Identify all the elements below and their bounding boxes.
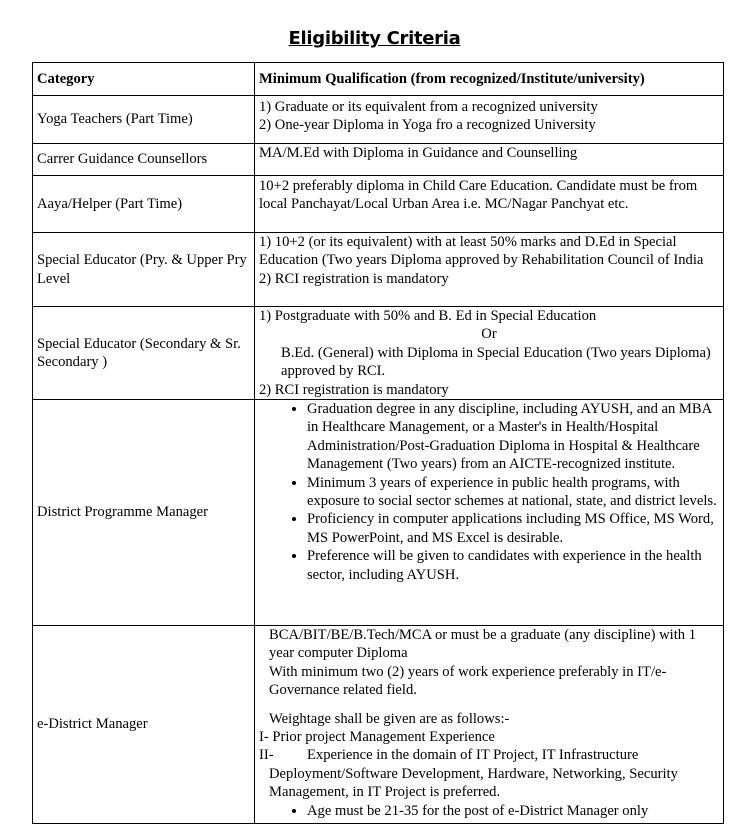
qualification-cell (255, 96, 724, 144)
list-item: • Preference will be given to candidates with experience in the health sector, including AYUSH. (307, 547, 719, 584)
item-text: Experience in the domain of IT Project, IT Infrastructure Deployment/Software Development, Hardware, Networking, Security Management, in IT Project is preferred. (269, 747, 678, 801)
qualification-cell (255, 307, 724, 400)
qualification-line: 2) RCI registration is mandatory (259, 270, 449, 287)
qualification-line: 1) Graduate or its equivalent from a recognized university (259, 99, 598, 115)
qualification-or: Or (481, 326, 497, 343)
qualification-cell (255, 176, 724, 233)
category-cell: Carrer Guidance Counsellors (33, 144, 255, 176)
qualification-line: 2) One-year Diploma in Yoga fro a recognized University (259, 117, 596, 134)
qualification-line: With minimum two (2) years of work experience preferably in IT/e-Governance related field. (269, 663, 667, 699)
qualification-line: I- Prior project Management Experience (259, 729, 495, 746)
qualification-cell (255, 400, 724, 626)
list-item: • Proficiency in computer applications including MS Office, MS Word, MS PowerPoint, and MS Excel is desirable. (307, 510, 719, 547)
qualification-cell (255, 144, 724, 176)
qualification-line: B.Ed. (General) with Diploma in Special Education (Two years Diploma) approved by RCI. (281, 344, 711, 380)
category-cell: District Programme Manager (33, 400, 255, 626)
header-category: Category (33, 63, 255, 96)
eligibility-table (32, 62, 724, 824)
header-qualification: Minimum Qualification (from recognized/Institute/university) (255, 63, 724, 96)
table-row (33, 626, 724, 824)
table-row (33, 400, 724, 626)
list-item: • Age must be 21-35 for the post of e-District Manager only (307, 802, 719, 820)
qualification-bullets (259, 802, 719, 820)
qualification-line: BCA/BIT/BE/B.Tech/MCA or must be a graduate (any discipline) with 1 year computer Diploma (269, 627, 696, 662)
qualification-line: Weightage shall be given are as follows:- (269, 710, 510, 727)
list-item: • Minimum 3 years of experience in public health programs, with exposure to social sector schemes at national, state, and district levels. (307, 474, 719, 511)
qualification-line: 1) 10+2 (or its equivalent) with at least 50% marks and D.Ed in Special Education (Two years Diploma approved by Rehabilitation Council of India (259, 234, 704, 269)
table-row (33, 96, 724, 144)
qualification-line (259, 746, 719, 801)
table-row (33, 144, 724, 176)
table-header-row (33, 63, 724, 96)
qualification-bullets (259, 400, 719, 584)
table-row (33, 176, 724, 233)
qualification-cell (255, 233, 724, 307)
qualification-cell (255, 626, 724, 824)
table-row (33, 307, 724, 400)
qualification-line: 1) Postgraduate with 50% and B. Ed in Special Education (259, 308, 597, 324)
category-cell: e-District Manager (33, 626, 255, 824)
table-row (33, 233, 724, 307)
qualification-line: 2) RCI registration is mandatory (259, 381, 449, 398)
category-cell: Special Educator (Secondary & Sr. Secondary ) (33, 307, 255, 400)
qualification-line: 10+2 preferably diploma in Child Care Education. Candidate must be from local Panchayat/Local Urban Area i.e. MC/Nagar Panchyat etc. (259, 178, 698, 213)
item-number: II- (259, 747, 274, 764)
page-title: Eligibility Criteria (288, 28, 461, 49)
category-cell: Yoga Teachers (Part Time) (33, 96, 255, 144)
category-cell: Special Educator (Pry. & Upper Pry Level (33, 233, 255, 307)
category-cell: Aaya/Helper (Part Time) (33, 176, 255, 233)
qualification-line: MA/M.Ed with Diploma in Guidance and Counselling (259, 145, 578, 161)
list-item: • Graduation degree in any discipline, including AYUSH, and an MBA in Healthcare Management, or a Master's in Health/Hospital Administration/Post-Graduation Diploma in Hospital & Healthcare Management (Two years) from an AICTE-recognized institute. (307, 400, 719, 474)
